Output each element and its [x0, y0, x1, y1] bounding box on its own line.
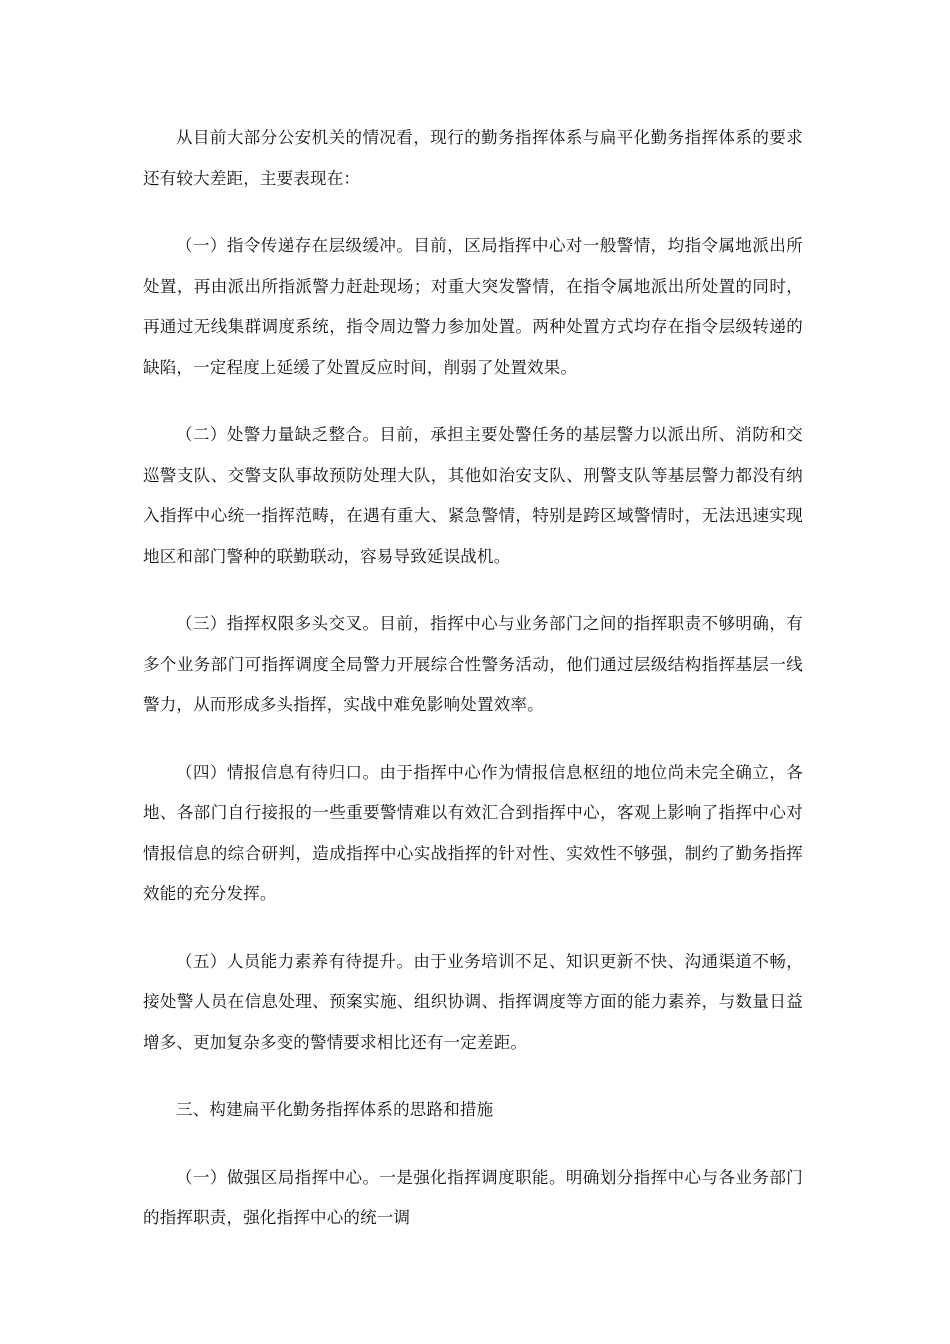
intro-paragraph: 从目前大部分公安机关的情况看，现行的勤务指挥体系与扁平化勤务指挥体系的要求还有较大差距，主要表现在： — [143, 128, 803, 188]
point-2-paragraph: （二）处警力量缺乏整合。目前，承担主要处警任务的基层警力以派出所、消防和交巡警支队、交警支队事故预防处理大队，其他如治安支队、刑警支队等基层警力都没有纳入指挥中心统一指挥范畴，在遇有重大、紧急警情，特别是跨区域警情时，无法迅速实现地区和部门警种的联勤联动，容易导致延误战机。 — [143, 425, 803, 566]
point-3-paragraph: （三）指挥权限多头交叉。目前，指挥中心与业务部门之间的指挥职责不够明确，有多个业务部门可指挥调度全局警力开展综合性警务活动，他们通过层级结构指挥基层一线警力，从而形成多头指挥，实战中难免影响处置效率。 — [143, 614, 803, 714]
point-1-paragraph: （一）指令传递存在层级缓冲。目前，区局指挥中心对一般警情，均指令属地派出所处置，再由派出所指派警力赶赴现场；对重大突发警情，在指令属地派出所处置的同时，再通过无线集群调度系统，指令周边警力参加处置。两种处置方式均存在指令层级转递的缺陷，一定程度上延缓了处置反应时间，削弱了处置效果。 — [143, 236, 803, 377]
point-5-paragraph: （五）人员能力素养有待提升。由于业务培训不足、知识更新不快、沟通渠道不畅，接处警人员在信息处理、预案实施、组织协调、指挥调度等方面的能力素养，与数量日益增多、更加复杂多变的警情要求相比还有一定差距。 — [143, 951, 803, 1052]
document-body — [143, 118, 803, 1239]
point-4-paragraph: （四）情报信息有待归口。由于指挥中心作为情报信息枢纽的地位尚未完全确立，各地、各部门自行接报的一些重要警情难以有效汇合到指挥中心，客观上影响了指挥中心对情报信息的综合研判，造成指挥中心实战指挥的针对性、实效性不够强，制约了勤务指挥效能的充分发挥。 — [143, 762, 803, 903]
measure-1-paragraph: （一）做强区局指挥中心。一是强化指挥调度职能。明确划分指挥中心与各业务部门的指挥职责，强化指挥中心的统一调 — [143, 1167, 803, 1227]
section-heading: 三、构建扁平化勤务指挥体系的思路和措施 — [176, 1100, 494, 1119]
